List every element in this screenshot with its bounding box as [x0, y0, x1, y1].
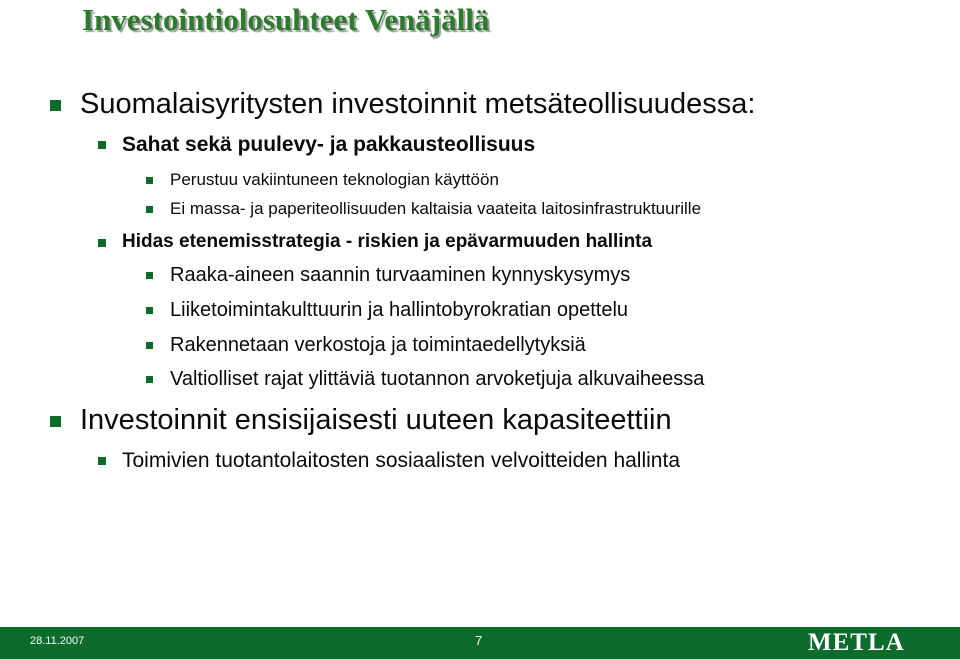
bullet-text: Suomalaisyritysten investoinnit metsäteollisuudessa:	[80, 88, 756, 120]
bullet-text: Raaka-aineen saannin turvaaminen kynnyskysymys	[170, 264, 631, 286]
bullet-item	[170, 170, 499, 190]
bullet-text: Sahat sekä puulevy- ja pakkausteollisuus	[122, 133, 536, 156]
bullet-item	[122, 449, 680, 473]
bullet-text: Ei massa- ja paperiteollisuuden kaltaisia vaateita laitosinfrastruktuurille	[170, 199, 702, 218]
square-bullet-icon	[98, 141, 106, 149]
slide-title: Investointiolosuhteet Venäjällä	[82, 2, 490, 37]
bullet-item	[170, 264, 630, 287]
square-bullet-icon	[146, 272, 153, 279]
bullet-item	[170, 334, 586, 357]
square-bullet-icon	[50, 416, 61, 427]
square-bullet-icon	[146, 342, 153, 349]
bullet-text: Investoinnit ensisijaisesti uuteen kapasiteettiin	[80, 404, 672, 436]
footer-bar	[0, 627, 960, 659]
bullet-text: Toimivien tuotantolaitosten sosiaalisten velvoitteiden hallinta	[122, 449, 680, 472]
bullet-item	[170, 368, 704, 391]
bullet-item	[170, 299, 628, 322]
bullet-item	[122, 231, 652, 253]
bullet-text: Rakennetaan verkostoja ja toimintaedellytyksiä	[170, 334, 586, 356]
square-bullet-icon	[98, 239, 106, 247]
bullet-item	[80, 88, 755, 121]
metla-logo: METLA	[808, 629, 905, 656]
bullet-item	[80, 404, 672, 437]
square-bullet-icon	[146, 177, 153, 184]
bullet-text: Liiketoimintakulttuurin ja hallintobyrokratian opettelu	[170, 299, 629, 321]
square-bullet-icon	[98, 457, 106, 465]
bullet-text: Perustuu vakiintuneen teknologian käyttöön	[170, 170, 499, 189]
page-number: 7	[475, 633, 483, 648]
square-bullet-icon	[146, 206, 153, 213]
square-bullet-icon	[146, 307, 153, 314]
square-bullet-icon	[146, 376, 153, 383]
square-bullet-icon	[50, 100, 61, 111]
bullet-item	[170, 199, 701, 219]
bullet-item	[122, 133, 535, 157]
footer-date: 28.11.2007	[30, 635, 85, 647]
bullet-text: Hidas etenemisstrategia - riskien ja epävarmuuden hallinta	[122, 231, 653, 252]
bullet-text: Valtiolliset rajat ylittäviä tuotannon arvoketjuja alkuvaiheessa	[170, 368, 705, 390]
